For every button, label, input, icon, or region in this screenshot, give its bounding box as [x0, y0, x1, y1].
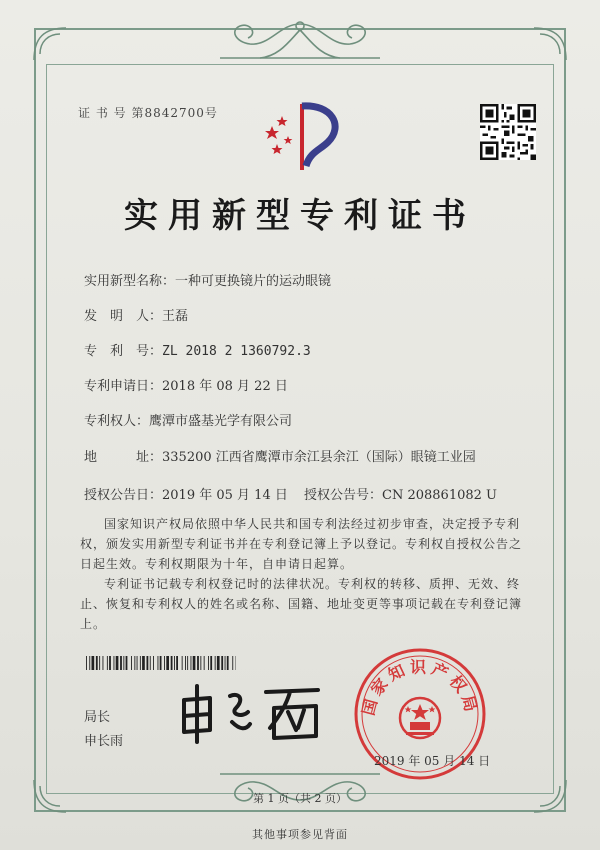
field-label: 授权公告日：	[84, 488, 163, 503]
field-filing-date	[84, 375, 288, 394]
signature	[170, 678, 330, 748]
field-announcement-number	[304, 484, 497, 503]
body-paragraph-1: 国家知识产权局依照中华人民共和国专利法经过初步审查，决定授予专利权，颁发实用新型专利证书并在专利登记簿上予以登记。专利权自授权公告之日起生效。专利权期限为十年，自申请日起算。	[80, 517, 523, 571]
field-inventor	[84, 305, 188, 324]
field-label: 专 利 号：	[84, 344, 163, 359]
field-patent-number	[84, 340, 311, 359]
field-patentee	[84, 410, 292, 429]
field-utility-model-name	[84, 270, 331, 289]
field-label: 实用新型名称：	[84, 274, 176, 289]
issue-date: 2019 年 05 月 14 日	[374, 754, 491, 768]
body-paragraph-2: 专利证书记载专利权登记时的法律状况。专利权的转移、质押、无效、终止、恢复和专利权人的姓名或名称、国籍、地址变更等事项记载在专利登记簿上。	[80, 577, 523, 631]
signatory-name: 申长雨	[84, 734, 124, 749]
signatory-title: 局长	[84, 710, 111, 725]
field-value: 一种可更换镜片的运动眼镜	[175, 274, 332, 289]
footer-note: 其他事项参见背面	[252, 828, 348, 841]
field-announcement-date	[84, 484, 288, 503]
certificate-number: 证 书 号 第8842700号	[78, 106, 218, 120]
field-value: 335200 江西省鹰潭市余江县余江（国际）眼镜工业园	[162, 450, 476, 465]
field-address	[84, 446, 476, 465]
field-value: 鹰潭市盛基光学有限公司	[149, 414, 293, 429]
field-label: 专利权人：	[84, 414, 150, 429]
corner-ornament-top-left	[30, 24, 70, 64]
page-indicator: 第 1 页（共 2 页）	[253, 792, 347, 805]
field-value: 2019 年 05 月 14 日	[162, 488, 288, 503]
top-ornament	[210, 16, 390, 66]
field-label: 地 址：	[84, 450, 163, 465]
field-value: 2018 年 08 月 22 日	[162, 379, 288, 394]
field-label: 专利申请日：	[84, 379, 163, 394]
field-label: 授权公告号：	[304, 488, 383, 503]
corner-ornament-top-right	[530, 24, 570, 64]
patent-office-logo	[262, 96, 352, 176]
field-value: 王磊	[162, 309, 189, 324]
field-value: CN 208861082 U	[382, 488, 497, 503]
field-label: 发 明 人：	[84, 309, 163, 324]
document-title: 实用新型专利证书	[124, 196, 476, 236]
field-value: ZL 2018 2 1360792.3	[162, 344, 311, 359]
qr-code	[480, 104, 536, 160]
seal-text: 国家知识产权局	[358, 657, 482, 718]
barcode	[86, 656, 236, 670]
national-emblem-icon	[400, 698, 440, 738]
